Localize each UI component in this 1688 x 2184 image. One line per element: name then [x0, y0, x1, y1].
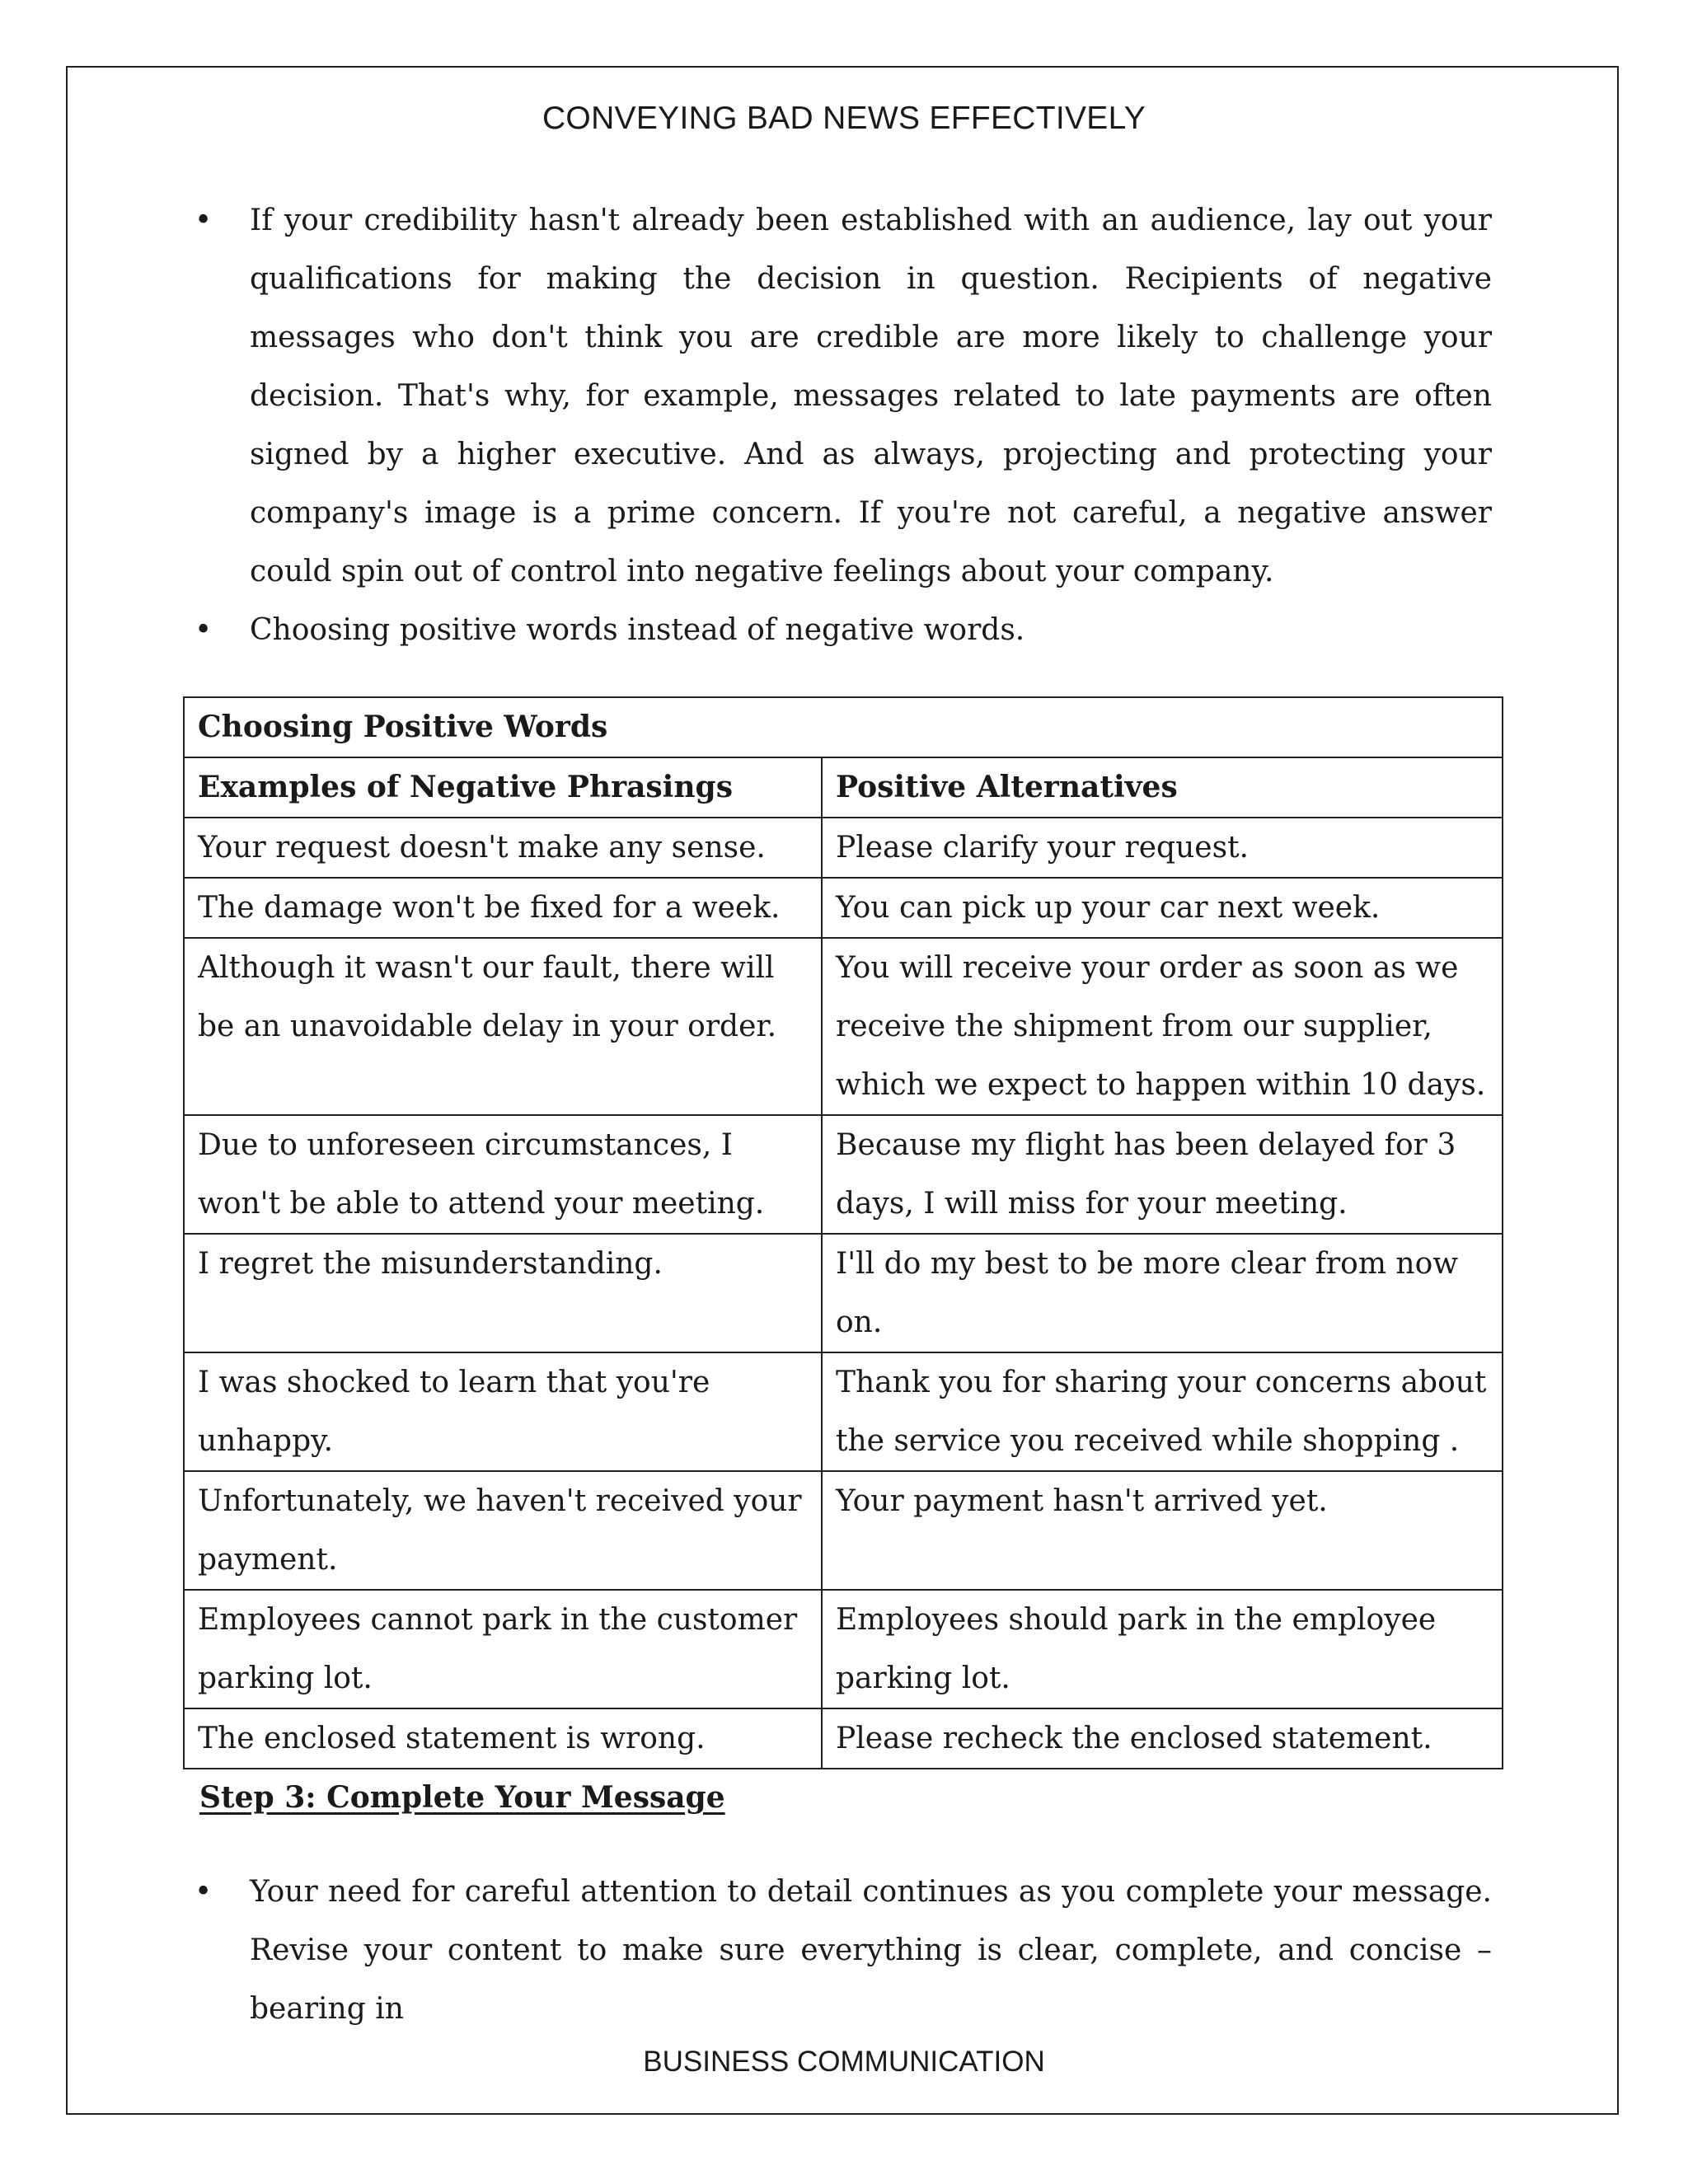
- table-row: [184, 1471, 1503, 1590]
- positive-cell: Employees should park in the employee parking lot.: [822, 1590, 1503, 1708]
- negative-cell: Your request doesn't make any sense.: [184, 818, 822, 878]
- table-row: [184, 1708, 1503, 1769]
- table-row: [184, 938, 1503, 1115]
- negative-cell: Due to unforeseen circumstances, I won't be able to attend your meeting.: [184, 1115, 822, 1234]
- positive-cell: You can pick up your car next week.: [822, 878, 1503, 938]
- positive-cell: Because my flight has been delayed for 3 days, I will miss for your meeting.: [822, 1115, 1503, 1234]
- positive-cell: Please recheck the enclosed statement.: [822, 1708, 1503, 1769]
- column-header-positive: Positive Alternatives: [822, 757, 1503, 818]
- bullet-positive-words: • Choosing positive words instead of negative words.: [195, 601, 1492, 659]
- positive-cell: You will receive your order as soon as we receive the shipment from our supplier, which we expect to happen within 10 days.: [822, 938, 1503, 1115]
- page-footer: BUSINESS COMMUNICATION: [643, 2046, 1045, 2078]
- negative-cell: I was shocked to learn that you're unhappy.: [184, 1352, 822, 1471]
- table-title-row: [184, 697, 1503, 757]
- table-header-row: [184, 757, 1503, 818]
- bullet-credibility: • If your credibility hasn't already been established with an audience, lay out your qualifications for making the decision in question. Recipients of negative messages who don't think you are credible are more likely to challenge your decision. That's why, for example, messages related to late payments are often signed by a higher executive. And as always, projecting and protecting your company's image is a prime concern. If you're not careful, a negative answer could spin out of control into negative feelings about your company.: [195, 191, 1492, 601]
- negative-cell: Unfortunately, we haven't received your payment.: [184, 1471, 822, 1590]
- table-row: [184, 878, 1503, 938]
- positive-cell: Please clarify your request.: [822, 818, 1503, 878]
- positive-cell: Thank you for sharing your concerns about the service you received while shopping .: [822, 1352, 1503, 1471]
- bullet-list-top: [195, 191, 1492, 659]
- negative-cell: Although it wasn't our fault, there will be an unavoidable delay in your order.: [184, 938, 822, 1115]
- table-row: [184, 818, 1503, 878]
- negative-cell: The damage won't be fixed for a week.: [184, 878, 822, 938]
- negative-cell: Employees cannot park in the customer parking lot.: [184, 1590, 822, 1708]
- positive-cell: I'll do my best to be more clear from now on.: [822, 1234, 1503, 1352]
- table-row: [184, 1234, 1503, 1352]
- table-row: [184, 1115, 1503, 1234]
- table-row: [184, 1352, 1503, 1471]
- table-row: [184, 1590, 1503, 1708]
- bullet-list-step3: [195, 1863, 1492, 2038]
- step-3-heading: Step 3: Complete Your Message: [199, 1780, 725, 1815]
- positive-words-table: [183, 696, 1503, 1769]
- positive-cell: Your payment hasn't arrived yet.: [822, 1471, 1503, 1590]
- negative-cell: The enclosed statement is wrong.: [184, 1708, 822, 1769]
- bullet-attention-to-detail: • Your need for careful attention to detail continues as you complete your message. Revise your content to make sure everything is clear, complete, and concise – bearing in: [195, 1863, 1492, 2038]
- column-header-negative: Examples of Negative Phrasings: [184, 757, 822, 818]
- table-title: Choosing Positive Words: [184, 697, 1503, 757]
- page-header: CONVEYING BAD NEWS EFFECTIVELY: [542, 101, 1146, 136]
- negative-cell: I regret the misunderstanding.: [184, 1234, 822, 1352]
